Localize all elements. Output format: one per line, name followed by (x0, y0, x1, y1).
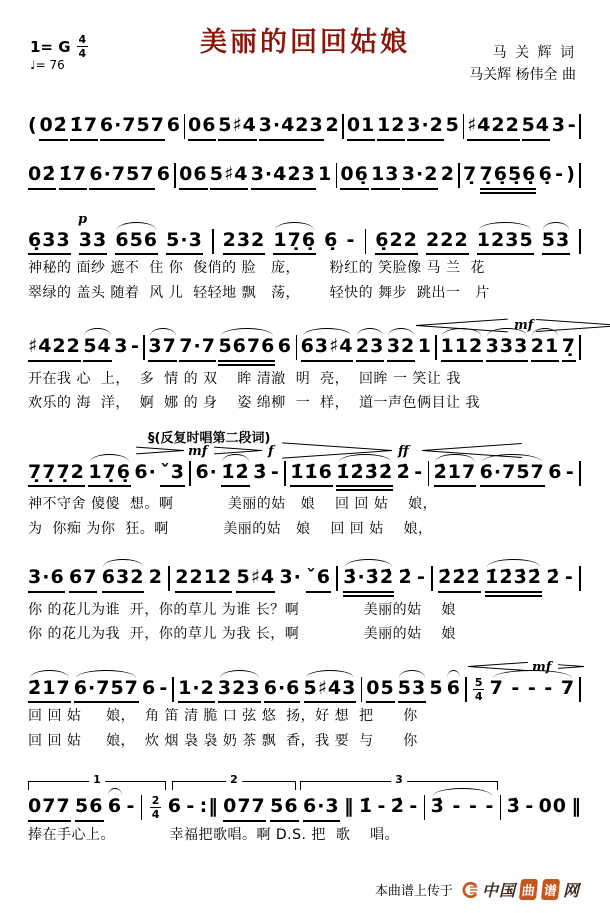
note-token: 7̣6̣5̣6̣ (480, 163, 537, 194)
note-token: 13 (371, 163, 399, 190)
note-token: 632 (102, 566, 145, 593)
barline (500, 795, 502, 820)
note-token: 1·2 (178, 677, 215, 704)
logo-text-china: 中国 (481, 881, 516, 900)
note-token: 6 (446, 676, 461, 699)
note-token: 1̇1̇6 (290, 461, 333, 488)
note-token: ♯422 (467, 114, 520, 141)
note-token: 077 (28, 795, 71, 822)
note-token: 33 (79, 229, 107, 256)
upload-note: 本曲谱上传于 (374, 884, 453, 899)
note-token: 3 (114, 335, 129, 358)
note-token: 54 (522, 114, 550, 141)
note-token: 5 (445, 114, 460, 136)
barline (579, 566, 581, 591)
note-token: 02̇ (28, 163, 56, 190)
note-token: 6 (548, 460, 563, 483)
system (28, 163, 582, 194)
lyric-line: 欢乐的 海 洋， 婀 娜 的 身 姿 绵柳 一 样， 道一声色俩目让 我 (28, 395, 480, 412)
barline (184, 114, 186, 139)
note-token: 32 (387, 335, 415, 362)
note-token: 54 (83, 335, 111, 362)
notes-row (28, 229, 582, 256)
volta-bracket (28, 773, 166, 790)
dynamic-mark: ff (398, 443, 409, 459)
note-token: 01 (347, 114, 375, 141)
note-token: - (186, 795, 196, 818)
note-token: 6·757 (89, 163, 154, 190)
barline (579, 461, 581, 486)
note-token: 5·3 (166, 229, 203, 256)
note-token: 5 (429, 676, 444, 699)
dynamic-mark: f (268, 443, 274, 459)
note-token: - (126, 795, 136, 818)
note-token: - (409, 795, 419, 818)
lyric-line: 神不守舍 傻傻 想。啊 美丽的姑 娘 回 回 姑 娘， (28, 496, 438, 513)
note-token: 2 (440, 162, 455, 185)
note-token: 6 (166, 114, 181, 136)
lyric-line: 为 你痴 为你 狂。啊 美丽的姑 娘 回 回 姑 娘， (28, 520, 433, 537)
notes-row (28, 795, 582, 822)
note-token: 333 (486, 335, 529, 362)
note-token: 1235 (477, 229, 534, 256)
barline (168, 566, 170, 591)
meter-change-fraction (150, 795, 162, 820)
note-token: 56 (270, 795, 298, 822)
note-token: 2̇ (546, 566, 561, 589)
barline (424, 795, 426, 820)
note-token: 7·7 (179, 335, 216, 362)
decrescendo-hairpin (136, 446, 184, 455)
lyric-line: 你 的花儿为我 开，你的草儿 为我 长，啊 美丽的姑 娘 (28, 626, 456, 643)
lyric-line: 回 回 姑 娘， 炊 烟 袅 袅 奶 茶 飘 香，我 要 与 你 (28, 732, 418, 749)
system (28, 212, 582, 305)
note-token: - (565, 460, 575, 483)
barline (172, 677, 174, 702)
note-token: 2 (148, 566, 164, 589)
notes-row (28, 677, 582, 704)
note-token: 1̇2̇ (221, 461, 249, 488)
fraction-numerator: 5 (474, 675, 483, 689)
system (28, 114, 582, 141)
logo-text-pu: 谱 (541, 879, 560, 900)
note-token: 6 (277, 335, 293, 358)
note-token: 05 (366, 677, 394, 704)
note-token: 56 (75, 795, 103, 822)
note-token: 1 (318, 162, 333, 185)
note-token: 06̣ (340, 163, 368, 190)
system (28, 427, 582, 541)
note-token: 02̇ (39, 114, 67, 141)
note-token: 63♯4 (301, 335, 354, 362)
note-token: 1̇2̇3̇2̇ (485, 566, 542, 597)
hairpin-line (282, 442, 392, 451)
note-token: - (377, 795, 387, 818)
meter-change-fraction (473, 677, 485, 702)
note-token: 7 - - - 7 (489, 676, 576, 699)
barline (579, 335, 581, 360)
note-token: 6·757 (74, 677, 139, 704)
note-token: - (159, 676, 169, 699)
note-token: 5♯43 (304, 677, 357, 704)
note-token: 6 (156, 162, 171, 185)
note-token: 12 (377, 114, 405, 141)
note-token: 2̇ (396, 460, 411, 483)
note-token: ‖ (344, 795, 355, 818)
note-token: 06 (179, 163, 207, 190)
lyric-line: 翠绿的 盖头 随着 风 儿 轻轻地 飘 荡， 轻快的 舞步 跳出一 片 (28, 284, 490, 301)
lyric-line: 回 回 姑 娘， 角 笛 清 脆 口 弦 悠 扬，好 想 把 你 (28, 708, 418, 725)
site-logo (461, 878, 580, 901)
barline (336, 163, 338, 188)
note-token: - (525, 795, 535, 818)
hairpin-line (136, 450, 184, 455)
note-token: ♯422 (28, 335, 81, 362)
hairpin-line (558, 666, 584, 669)
note-token: 2̇17 (434, 461, 477, 488)
lyric-line: 你 的花儿为谁 开，你的草儿 为谁 长？啊 美丽的姑 娘 (28, 601, 456, 618)
barline (465, 677, 467, 702)
note-token: 6 (107, 795, 123, 818)
note-token: 3̇·3̇2̇ (343, 566, 394, 597)
barline (579, 677, 581, 702)
logo-text-net: 网 (562, 881, 580, 900)
volta-number: 3 (391, 773, 407, 786)
note-token: 7̣ (463, 162, 478, 185)
note-token: 6·3 (303, 795, 340, 822)
barline (189, 461, 191, 486)
barline (365, 229, 367, 254)
lyric-line: 捧在手心上。 幸福把歌唱。啊 D.S. 把 歌 唱。 (28, 826, 400, 843)
note-token: ˇ3 (160, 461, 185, 488)
note-token: 3̇ (506, 795, 521, 818)
note-token: 5♯4 (236, 566, 275, 593)
decrescendo-hairpin (558, 662, 584, 671)
hairpin-line (422, 443, 522, 451)
note-token: 1̇2̇3̇2̇ (336, 461, 393, 492)
fraction-denominator: 4 (151, 808, 160, 822)
crescendo-hairpin (468, 662, 528, 671)
dynamic-mark: mf (514, 318, 534, 334)
meter-fraction: $\frac{4}{4}$ (78, 33, 87, 60)
note-token: 53 (542, 229, 570, 256)
note-token: - (567, 114, 577, 136)
barline (579, 114, 581, 139)
barline (458, 163, 460, 188)
note-token: 6·6 (264, 677, 301, 704)
note-token: 2̇ (398, 566, 413, 589)
key-label: 1= G (30, 37, 71, 56)
dynamic-mark: p (78, 211, 88, 227)
note-token: 5♯4 (210, 163, 249, 190)
barline (428, 461, 430, 486)
note-token: 3·423 (259, 114, 324, 141)
fraction-denominator: 4 (474, 689, 483, 703)
barline (141, 795, 143, 820)
notes-row (28, 566, 582, 597)
note-token: 53 (398, 677, 426, 704)
note-token: 6·757 (480, 461, 545, 488)
dynamic-mark: mf (188, 443, 208, 459)
system (28, 773, 582, 846)
note-token: 5676 (218, 335, 275, 366)
notes-row (28, 461, 582, 492)
lyric-line: 神秘的 面纱 遮不 住 你 俊俏的 脸 庞， 粉红的 笑脸像 马 兰 花 (28, 260, 485, 277)
note-token: 23 (356, 335, 384, 362)
barline (463, 114, 465, 139)
notes-row (28, 114, 582, 141)
tempo-marking: ♩= 76 (30, 58, 65, 72)
note-token: 3·423 (251, 163, 316, 190)
note-token: 232 (223, 229, 266, 256)
dynamic-mark: mf (532, 659, 552, 675)
note-token: 6̣33 (28, 229, 71, 256)
note-token: 21 (531, 335, 559, 362)
note-token: 6· (195, 460, 218, 483)
note-token: 7̣ (562, 335, 576, 362)
note-token: 37 (148, 335, 176, 362)
note-token: 6·757 (100, 114, 165, 141)
note-token: 00 (538, 795, 568, 818)
note-token: 6 (167, 795, 182, 818)
note-token: 3·2 (402, 163, 439, 190)
note-token: 1̇7 (70, 114, 98, 141)
barline (284, 461, 286, 486)
note-token: 6· (134, 460, 157, 483)
note-token: 3·6 (28, 566, 65, 593)
note-token: - (564, 566, 574, 589)
barline (579, 229, 581, 254)
notes-row (28, 163, 582, 194)
note-token: 3̇ (253, 460, 268, 483)
note-token: 222 (426, 229, 469, 256)
barline (342, 114, 344, 139)
notation-systems (28, 98, 582, 846)
note-token: 2̇ (390, 795, 406, 818)
note-token: 17̣6̣ (273, 229, 316, 256)
system (28, 660, 582, 753)
note-token: - (130, 335, 140, 358)
note-token: 2̇2̇2̇ (438, 566, 481, 593)
logo-icon (461, 881, 479, 899)
volta-number: 1 (89, 773, 105, 786)
logo-text-qu: 曲 (519, 879, 538, 900)
note-token: 7̣7̣7̣2 (28, 461, 85, 488)
segno-mark: §(反复时唱第二段词) (148, 430, 271, 446)
note-token: 6̣22 (375, 229, 418, 256)
note-token: 6 (142, 676, 157, 699)
composer-credit: 马关辉 杨伟全 曲 (469, 67, 576, 83)
note-token: 077 (223, 795, 266, 822)
note-token: - (555, 162, 565, 185)
note-token: 656 (115, 229, 158, 256)
note-token: 5♯4 (218, 114, 257, 141)
segno-row (28, 427, 582, 444)
note-token: :‖ (199, 795, 219, 818)
note-token: 3̇ - - - (430, 795, 495, 818)
barline (296, 335, 298, 360)
note-token: - (414, 460, 424, 483)
note-token: 1̇ (358, 795, 374, 818)
note-token: 1 (417, 335, 432, 358)
note-token: 1̇7 (59, 163, 87, 190)
note-token: - (346, 228, 356, 251)
note-token: 112 (441, 335, 484, 362)
note-token: 3 (551, 114, 567, 136)
note-token: 2 (325, 114, 340, 136)
barline (361, 677, 363, 702)
note-token: ‖ (571, 795, 582, 818)
footer (28, 872, 582, 905)
barline (143, 335, 145, 360)
decrescendo-hairpin (282, 446, 392, 455)
hairpin-line (536, 319, 610, 326)
note-token: 3·2 (407, 114, 444, 141)
system (28, 318, 582, 415)
note-token: ( (28, 114, 38, 136)
note-token: - (417, 566, 426, 589)
barline (336, 566, 338, 591)
note-token: ˇ6 (306, 566, 331, 593)
system (28, 566, 582, 646)
lyric-line: 开在我 心 上， 多 情 的 双 眸 清澈 明 亮， 回眸 一 笑让 我 (28, 370, 461, 387)
note-token: 323 (218, 677, 261, 704)
note-token: 67 (69, 566, 97, 593)
note-token: - (270, 460, 280, 483)
barline (579, 163, 581, 188)
note-token: 17̣6̣ (88, 461, 131, 488)
barline (212, 229, 214, 254)
barline (435, 335, 437, 360)
note-token: 06 (188, 114, 216, 141)
note-token: 2212 (175, 566, 232, 593)
volta-number: 2 (226, 773, 242, 786)
page-title: 美丽的回回姑娘 (200, 27, 410, 58)
barline (174, 163, 176, 188)
volta-bracket (172, 773, 296, 790)
notes-row (28, 335, 582, 366)
note-token: ) (566, 162, 576, 185)
hairpin-line (416, 318, 508, 326)
note-token: 6̣ (538, 162, 553, 185)
note-token: 6̣ (324, 228, 339, 251)
note-token: 2̇17 (28, 677, 71, 704)
lyricist-credit: 马 关 辉 词 (492, 45, 576, 61)
header (28, 12, 582, 98)
barline (431, 566, 433, 591)
fraction-numerator: 2 (151, 794, 160, 808)
note-token: 3· (279, 566, 302, 589)
